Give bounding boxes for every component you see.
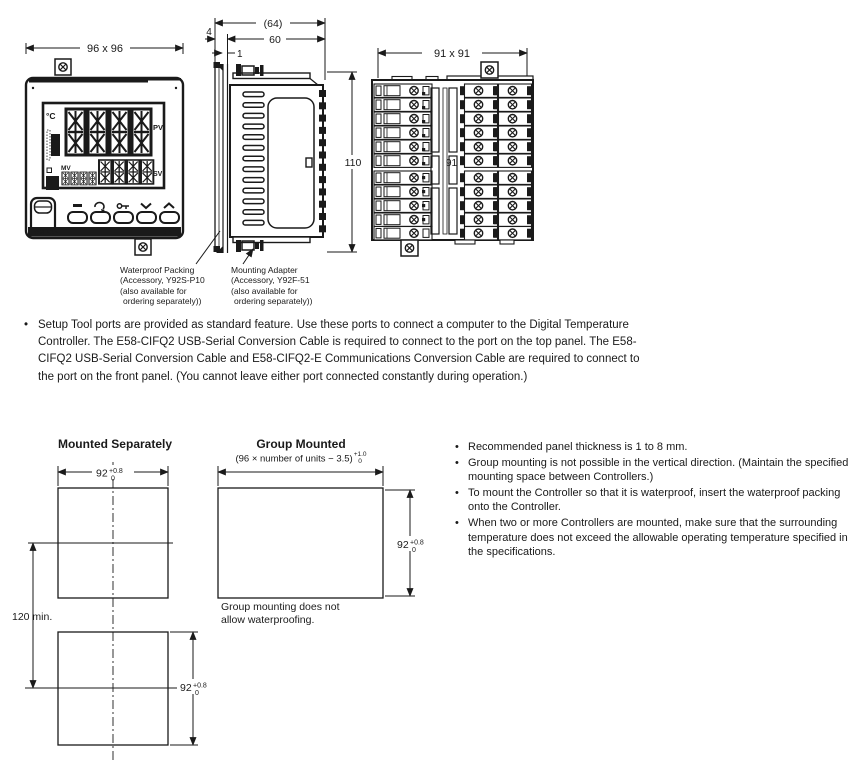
side-depth-dim-label: 60 bbox=[269, 34, 281, 46]
setup-tool-note-text: Setup Tool ports are provided as standard feature. Use these ports to connect a computer to the Digital Temperature Controller. The E58-CIFQ2 USB-Serial Conversion Cable is required to connect to the port on the top panel. The E58-CIFQ2 USB-Serial Conversion Cable and E58-CIFQ2-E Communications Conversion Cable are required to connect to the port on the front panel. (You cannot leave either port connected constantly during operation.) bbox=[38, 319, 640, 383]
front-view-drawing bbox=[26, 41, 183, 255]
spacing-dim-label: 120 min. bbox=[12, 611, 53, 623]
cutout-width-tol-sup: +0.8 bbox=[109, 468, 123, 475]
group-tolerance-upper: +1.0 bbox=[353, 451, 367, 458]
callout-line: ordering separately)) bbox=[234, 295, 313, 306]
mounted-separately-drawing bbox=[12, 462, 211, 760]
note-item bbox=[455, 456, 853, 485]
note-item bbox=[455, 440, 853, 455]
front-width-dim-label: 96 x 96 bbox=[86, 43, 124, 55]
cutout-height-tol-sub: 0 bbox=[195, 690, 199, 697]
note-item bbox=[455, 486, 853, 515]
note-text: To mount the Controller so that it is waterproof, insert the waterproof packing onto the Controller. bbox=[468, 486, 841, 514]
callout-line: (also available for bbox=[120, 285, 187, 296]
group-note-line: allow waterproofing. bbox=[221, 614, 315, 626]
note-item bbox=[455, 516, 853, 560]
rear-dim-label: 91 x 91 bbox=[433, 48, 471, 60]
bullet: • bbox=[24, 319, 29, 331]
cutout-width-tol-sub: 0 bbox=[111, 475, 115, 483]
up-key bbox=[160, 212, 179, 223]
group-mounted-title: Group Mounted bbox=[256, 437, 346, 451]
rear-view-drawing bbox=[372, 46, 533, 256]
group-note-line: Group mounting does not bbox=[221, 601, 340, 613]
callout-line: (Accessory, Y92F-51 bbox=[231, 275, 310, 286]
level-key bbox=[68, 212, 87, 223]
bullet: • bbox=[455, 441, 459, 453]
status-indicator-block bbox=[46, 176, 59, 190]
callout-line: Mounting Adapter bbox=[231, 265, 298, 275]
temp-unit-indicator: °C bbox=[46, 111, 56, 121]
model-label: E5AC bbox=[159, 229, 177, 237]
side-total-dim-label: (64) bbox=[263, 18, 283, 30]
setup-tool-note bbox=[24, 317, 640, 386]
sv-label: SV bbox=[153, 171, 163, 178]
cutout-width-value: 92 bbox=[96, 467, 108, 480]
side-gap-dim-label: 1 bbox=[237, 49, 243, 60]
bullet: • bbox=[455, 516, 459, 529]
callout-line: ordering separately)) bbox=[123, 295, 202, 306]
level-key-icon bbox=[73, 204, 82, 207]
bullet: • bbox=[455, 456, 459, 469]
bullet: • bbox=[455, 486, 459, 499]
callout-line: (Accessory, Y92S-P10 bbox=[120, 275, 205, 286]
panel-mounting-notes bbox=[455, 440, 853, 561]
cutout-height-value: 92 bbox=[180, 682, 192, 694]
mounted-separately-title: Mounted Separately bbox=[57, 437, 173, 451]
group-cutout-rect bbox=[218, 488, 383, 598]
mv-label: MV bbox=[61, 165, 71, 172]
note-text: Group mounting is not possible in the vertical direction. (Maintain the specified mounting space between Controllers.) bbox=[468, 456, 849, 484]
group-height-tol-sup: +0.8 bbox=[410, 539, 424, 547]
side-front-dim-label: 4 bbox=[206, 27, 212, 38]
group-tolerance-lower: 0 bbox=[358, 457, 362, 465]
bar-indicator bbox=[51, 134, 60, 156]
group-mounted-drawing bbox=[218, 466, 428, 598]
group-mounting-note bbox=[221, 601, 340, 627]
pv-label: PV bbox=[153, 123, 164, 132]
waterproof-packing-callout bbox=[120, 265, 205, 306]
shift-key bbox=[114, 212, 133, 223]
group-height-value: 92 bbox=[397, 539, 409, 551]
mode-key bbox=[91, 212, 110, 223]
down-key bbox=[137, 212, 156, 223]
rear-center-mark: 91 bbox=[446, 158, 458, 169]
note-text: When two or more Controllers are mounted, make sure that the surrounding temperature does not exceed the allowable operating temperature specified in the specifications. bbox=[468, 516, 848, 559]
side-view-drawing bbox=[196, 16, 364, 264]
cutout-height-tol-sup: +0.8 bbox=[193, 682, 207, 690]
mounting-adapter-callout bbox=[231, 265, 312, 306]
callout-line: (also available for bbox=[231, 285, 298, 296]
brand-logo: OMRON bbox=[34, 229, 59, 237]
group-formula-text: (96 × number of units − 3.5) bbox=[235, 453, 353, 465]
side-height-dim-label: 110 bbox=[344, 157, 362, 169]
callout-line: Waterproof Packing bbox=[120, 265, 195, 275]
note-text: Recommended panel thickness is 1 to 8 mm. bbox=[468, 441, 688, 453]
group-height-tol-sub: 0 bbox=[412, 547, 416, 554]
